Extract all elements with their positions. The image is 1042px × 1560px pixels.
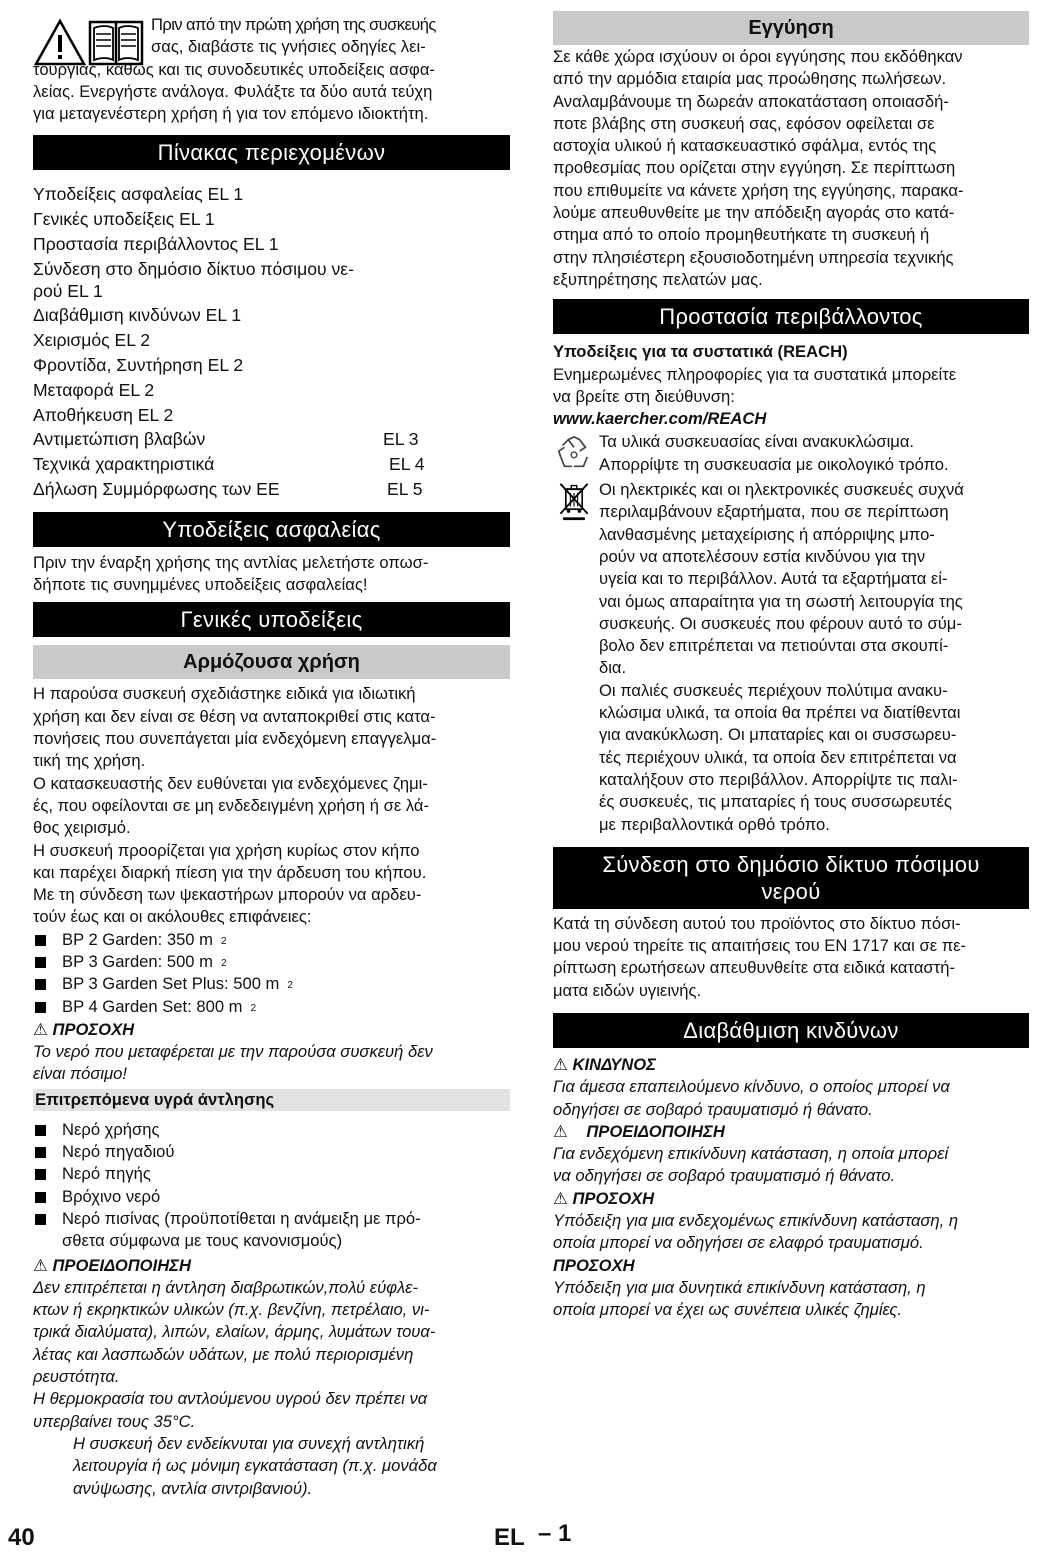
footer-section-page: – 1 [538, 1520, 572, 1547]
list-item: BP 3 Garden Set Plus: 500 m $^2$ [33, 973, 510, 995]
toc-item[interactable]: Χειρισμός EL 2 [33, 330, 151, 351]
toc-item[interactable]: Αντιμετώπιση βλαβών EL 3 [33, 427, 510, 452]
notice-label: ΠΡΟΣΟΧΗ [553, 1255, 635, 1275]
recycling-note: Τα υλικά συσκευασίας είναι ανακυκλώσιμα. Απορρίψτε τη συσκευασία με οικολογικό τρόπο. [553, 431, 1029, 476]
toc-item[interactable]: Τεχνικά χαρακτηριστικά EL 4 [33, 452, 510, 477]
warning-triangle-icon: ⚠ [553, 1054, 568, 1074]
left-column: Πριν από την πρώτη χρήση της συσκευής σας, διαβάστε τις γνήσιες οδηγίες λει- τουργίας, καθώς και τις συνοδευτικές υποδείξεις ασφα- λείας. Ενεργήστε ανάλογα. Φυλάξτε τα δύο αυτά τεύχη για μεταγενέστερη χρήση ή για τον επόμενο ιδιοκτήτη. Πίνακας περιεχομένων Υποδείξεις ασφαλείας EL 1 Γενικές υποδείξεις EL 1 Προστασία περιβάλλοντος EL 1 Σύνδεση στο δημόσιο δίκτυο πόσιμου νε- ρού EL 1 Διαβάθμιση κινδύνων EL 1 Χειρισμός EL 2 Φροντίδα, Συντήρηση EL 2 Μεταφορά EL 2 Αποθήκευση EL 2 Αντιμετώπιση βλαβών EL 3 Τεχνικά χαρακτηριστικά EL 4 Δήλωση Συμμόρφωσης των ΕΕ EL 5 Υποδείξεις ασφαλείας Πριν την έναρξη χρήσης της αντλίας μελετήστε οπωσ- δήποτε τις συνημμένες υποδείξεις ασφαλείας! Γενικές υποδείξεις Αρμόζουσα χρήση Η παρούσα συσκευή σχεδιάστηκε ειδικά για ιδιωτική χρήση και δεν είναι σε θέση να ανταποκριθεί στις κατα- πονήσεις που συνεπάγεται μία ενδεχόμενη επαγγελμα- τική της χρήση. Ο κατασκευαστής δεν ευθύνεται για ενδεχόμενες ζημι- ές, που οφείλονται σε μη ενδεδειγμένη χρήση ή σε λά- θος χειρισμό. Η συσκευή προορίζεται για χρήση κυρίως στον κήπο και παρέχει διαρκή πίεση για την άρδευση του κήπου. Με τη σύνδεση των ψεκαστήρων μπορούν να αρδευ- τούν έως και οι ακόλουθες επιφάνειες: BP 2 Garden: 350 m $^2$ BP 3 Garden: 500 m $^2$ BP 3 Garden Set Plus: 500 m $^2$ BP 4 Garden Set: 800 m $^2$ ⚠ ΠΡΟΣΟΧΗ Το νερό που μεταφέρεται με την παρούσα συσκευή δεν είναι πόσιμο! Επιτρεπόμενα υγρά άντλησης Νερό χρήσης Νερό πηγαδιού Νερό πηγής Βρόχινο νερό Νερό πισίνας (προϋποτίθεται η ανάμειξη με πρό- σθετα σύμφωνα με τους κανονισμούς) ⚠ ΠΡΟΕΙΔΟΠΟΙΗΣΗ Δεν επιτρέπεται η άντληση διαβρωτικών,πολύ εύφλε- κτων ή εκρηκτικών υλικών (π.χ. βενζίνη, πετρέλαιο, νι- τρικά διαλύματα), λιπών, ελαίων, άρμης, λυμάτων τουα- λέτας και λασπωδών υδάτων, με πολύ περιορισμένη ρευστότητα. Η θερμοκρασία του αντλούμενου υγρού δεν πρέπει να υπερβαίνει τους 35°C. Η συσκευή δεν ενδείκνυται για συνεχή αντλητική λειτουργία ή ως μόνιμη εγκατάσταση (π.χ. μονάδα ανύψωσης, αντλία σιντριβανιού). [33, 14, 510, 1500]
reach-link[interactable]: www.kaercher.com/REACH [553, 409, 767, 429]
drinking-water-text: Κατά τη σύνδεση αυτού του προϊόντος στο δίκτυο πόσι- μου νερού τηρείτε τις απαιτήσεις του EN 1717 και σε πε- ρίπτωση ερωτήσεων απευθυνθείτε στα ειδικά καταστή- ματα ειδών υγιεινής. [553, 913, 967, 1000]
toc-item[interactable]: Αποθήκευση EL 2 [33, 404, 174, 425]
toc-item[interactable]: Γενικές υποδείξεις EL 1 [33, 209, 215, 230]
warning-triangle-icon [36, 21, 84, 64]
intro-line: τουργίας, καθώς και τις συνοδευτικές υποδείξεις ασφα- [33, 59, 435, 79]
toc-item[interactable]: Μεταφορά EL 2 [33, 379, 155, 400]
list-item: BP 2 Garden: 350 m $^2$ [33, 929, 510, 951]
bullet-square-icon [35, 957, 46, 968]
page-number: 40 [8, 1524, 35, 1551]
fluids-list [33, 1119, 510, 1253]
warranty-text: Σε κάθε χώρα ισχύουν οι όροι εγγύησης που εκδόθηκαν από την αρμόδια εταιρία μας προώθησης πωλήσεων. Αναλαμβάνουμε τη δωρεάν αποκατάσταση οποιασδή- ποτε βλάβης στη συσκευή σας, εφόσον οφείλεται σε αστοχία υλικού ή κατασκευαστικό σφάλμα, εντός της προθεσμίας που ορίζεται στην εγγύηση. Σε περίπτωση που επιθυμείτε να κάνετε χρήση της εγγύησης, παρακα- λούμε απευθυνθείτε με την απόδειξη αγοράς στο κατά- στημα από το οποίο προμηθευτήκατε τη συσκευή ή στην πλησιέστερη εξουσιοδοτημένη υπηρεσία τεχνικής εξυπηρέτησης πελατών μας. [553, 47, 964, 289]
area-list [33, 929, 510, 1018]
intro-notice [33, 14, 510, 125]
bullet-square-icon [35, 1125, 46, 1136]
recycling-icon [555, 433, 593, 473]
crossed-bin-icon [555, 481, 593, 521]
warranty-heading: Εγγύηση [553, 11, 1029, 45]
danger-label: ⚠ ΚΙΝΔΥΝΟΣ [553, 1054, 656, 1074]
list-item: BP 4 Garden Set: 800 m $^2$ [33, 996, 510, 1018]
list-item: BP 3 Garden: 500 m $^2$ [33, 951, 510, 973]
list-item: Νερό πισίνας (προϋποτίθεται η ανάμειξη με πρό- σθετα σύμφωνα με τους κανονισμούς) [33, 1208, 510, 1253]
right-column: Εγγύηση Σε κάθε χώρα ισχύουν οι όροι εγγύησης που εκδόθηκαν από την αρμόδια εταιρία μας προώθησης πωλήσεων. Αναλαμβάνουμε τη δωρεάν αποκατάσταση οποιασδή- ποτε βλάβης στη συσκευή σας, εφόσον οφείλεται σε αστοχία υλικού ή κατασκευαστικό σφάλμα, εντός της προθεσμίας που ορίζεται στην εγγύηση. Σε περίπτωση που επιθυμείτε να κάνετε χρήση της εγγύησης, παρακα- λούμε απευθυνθείτε με την απόδειξη αγοράς στο κατά- στημα από το οποίο προμηθευτήκατε τη συσκευή ή στην πλησιέστερη εξουσιοδοτημένη υπηρεσία τεχνικής εξυπηρέτησης πελατών μας. Προστασία περιβάλλοντος Υποδείξεις για τα συστατικά (REACH) Ενημερωμένες πληροφορίες για τα συστατικά μπορείτε να βρείτε στη διεύθυνση: www.kaercher.com/REACH Τα υλικά συσκευασίας είναι ανακυκλώσιμα. Απορρίψτε τη συσκευασία με οικολογικό τρόπο. Οι ηλεκτρικές και οι ηλεκτρονικές συσκευές συχνά περιλαμβάνουν εξαρτήματα, που σε περίπτωση λανθασμένης μεταχείρισης ή απόρριψης μπο- ρούν να αποτελέσουν εστία κινδύνου για την υγεία και το περιβάλλον. Αυτά τα εξαρτήματα εί- ναι όμως απαραίτητα για τη σωστή λειτουργία της συσκευής. Οι συσκευές που φέρουν αυτό το σύμ- βολο δεν επιτρέπεται να πετιούνται στα σκουπί- δια. Οι παλιές συσκευές περιέχουν πολύτιμα ανακυ- κλώσιμα υλικά, τα οποία θα πρέπει να διατίθενται για ανακύκλωση. Οι μπαταρίες και οι συσσωρευ- τές περιέχουν υλικά, τα οποία δεν επιτρέπεται να καταλήξουν στο περιβάλλον. Απορρίψτε τις παλι- ές συσκευές, τις μπαταρίες ή τους συσσωρευτές με περιβαλλοντικά ορθό τρόπο. Σύνδεση στο δημόσιο δίκτυο πόσιμου νερού Κατά τη σύνδεση αυτού του προϊόντος στο δίκτυο πόσι- μου νερού τηρείτε τις απαιτήσεις του EN 1717 και σε πε- ρίπτωση ερωτήσεων απευθυνθείτε στα ειδικά καταστή- ματα ειδών υγιεινής. Διαβάθμιση κινδύνων ⚠ ΚΙΝΔΥΝΟΣ Για άμεσα επαπειλούμενο κίνδυνο, ο οποίος μπορεί να οδηγήσει σε σοβαρό τραυματισμό ή θάνατο. ⚠ ΠΡΟΕΙΔΟΠΟΙΗΣΗ Για ενδεχόμενη επικίνδυνη κατάσταση, η οποία μπορεί να οδηγήσει σε σοβαρό τραυματισμό ή θάνατο. ⚠ ΠΡΟΣΟΧΗ Υπόδειξη για μια ενδεχομένως επικίνδυνη κατάσταση, η οποία μπορεί να οδηγήσει σε ελαφρό τραυματισμό. ΠΡΟΣΟΧΗ Υπόδειξη για μια δυνητικά επικίνδυνη κατάσταση, η οποία μπορεί να έχει ως συνέπεια υλικές ζημίες. [553, 14, 1029, 1322]
intro-line: λείας. Ενεργήστε ανάλογα. Φυλάξτε τα δύο αυτά τεύχη [33, 81, 433, 101]
toc-page: EL 5 [387, 479, 423, 500]
warning-triangle-icon: ⚠ [553, 1121, 568, 1141]
general-heading: Γενικές υποδείξεις [33, 602, 510, 637]
toc-item[interactable]: Φροντίδα, Συντήρηση EL 2 [33, 355, 244, 376]
list-item: Νερό πηγής [33, 1163, 510, 1185]
drinking-water-heading: Σύνδεση στο δημόσιο δίκτυο πόσιμου νερού [553, 847, 1029, 909]
caution-label: ⚠ ΠΡΟΣΟΧΗ [553, 1188, 655, 1208]
hazards-heading: Διαβάθμιση κινδύνων [553, 1013, 1029, 1048]
warning-triangle-icon: ⚠ [33, 1255, 53, 1275]
toc-page: EL 4 [389, 454, 425, 475]
safety-text: Πριν την έναρξη χρήσης της αντλίας μελετήστε οπωσ- δήποτε τις συνημμένες υποδείξεις ασφαλείας! [33, 552, 429, 595]
bullet-square-icon [35, 935, 46, 946]
bullet-square-icon [35, 1002, 46, 1013]
intro-line: Πριν από την πρώτη χρήση της συσκευής [151, 15, 436, 34]
continuous-use-text: Η συσκευή δεν ενδείκνυται για συνεχή αντλητική λειτουργία ή ως μόνιμη εγκατάσταση (π.χ. μονάδα ανύψωσης, αντλία σιντριβανιού). [73, 1433, 437, 1498]
toc-page: EL 3 [383, 429, 419, 450]
bullet-square-icon [35, 979, 46, 990]
list-item: Βρόχινο νερό [33, 1186, 510, 1208]
toc-item[interactable]: Σύνδεση στο δημόσιο δίκτυο πόσιμου νε- [33, 258, 354, 279]
caution-label: ⚠ ΠΡΟΣΟΧΗ [33, 1019, 135, 1039]
list-item: Νερό χρήσης [33, 1119, 510, 1141]
hazards-list: ⚠ ΚΙΝΔΥΝΟΣ Για άμεσα επαπειλούμενο κίνδυνο, ο οποίος μπορεί να οδηγήσει σε σοβαρό τραυματισμό ή θάνατο. ⚠ ΠΡΟΕΙΔΟΠΟΙΗΣΗ Για ενδεχόμενη επικίνδυνη κατάσταση, η οποία μπορεί να οδηγήσει σε σοβαρό τραυματισμό ή θάνατο. ⚠ ΠΡΟΣΟΧΗ Υπόδειξη για μια ενδεχομένως επικίνδυνη κατάσταση, η οποία μπορεί να οδηγήσει σε ελαφρό τραυματισμό. ΠΡΟΣΟΧΗ Υπόδειξη για μια δυνητικά επικίνδυνη κατάσταση, η οποία μπορεί να έχει ως συνέπεια υλικές ζημίες. [553, 1054, 1029, 1322]
toc-item[interactable]: Προστασία περιβάλλοντος EL 1 [33, 234, 279, 255]
weee-note: Οι ηλεκτρικές και οι ηλεκτρονικές συσκευές συχνά περιλαμβάνουν εξαρτήματα, που σε περίπτωση λανθασμένης μεταχείρισης ή απόρριψης μπο- ρούν να αποτελέσουν εστία κινδύνου για την υγεία και το περιβάλλον. Αυτά τα εξαρτήματα εί- ναι όμως απαραίτητα για τη σωστή λειτουργία της συσκευής. Οι συσκευές που φέρουν αυτό το σύμ- βολο δεν επιτρέπεται να πετιούνται στα σκουπί- δια. Οι παλιές συσκευές περιέχουν πολύτιμα ανακυ- κλώσιμα υλικά, τα οποία θα πρέπει να διατίθενται για ανακύκλωση. Οι μπαταρίες και οι συσσωρευ- τές περιέχουν υλικά, τα οποία δεν επιτρέπεται να καταλήξουν στο περιβάλλον. Απορρίψτε τις παλι- ές συσκευές, τις μπαταρίες ή τους συσσωρευτές με περιβαλλοντικά ορθό τρόπο. [553, 479, 1029, 836]
warning-triangle-icon: ⚠ [33, 1019, 53, 1039]
toc-item[interactable]: Υποδείξεις ασφαλείας EL 1 [33, 184, 244, 205]
toc-item[interactable]: Διαβάθμιση κινδύνων EL 1 [33, 305, 242, 326]
footer-lang: EL [494, 1524, 525, 1551]
warning-label: ⚠ ΠΡΟΕΙΔΟΠΟΙΗΣΗ [33, 1255, 191, 1275]
proper-use-text: Η παρούσα συσκευή σχεδιάστηκε ειδικά για ιδιωτική χρήση και δεν είναι σε θέση να ανταποκριθεί στις κατα- πονήσεις που συνεπάγεται μία ενδεχόμενη επαγγελμα- τική της χρήση. Ο κατασκευαστής δεν ευθύνεται για ενδεχόμενες ζημι- ές, που οφείλονται σε μη ενδεδειγμένη χρήση ή σε λά- θος χειρισμό. Η συσκευή προορίζεται για χρήση κυρίως στον κήπο και παρέχει διαρκή πίεση για την άρδευση του κήπου. Με τη σύνδεση των ψεκαστήρων μπορούν να αρδευ- τούν έως και οι ακόλουθες επιφάνειες: [33, 684, 437, 927]
reach-heading: Υποδείξεις για τα συστατικά (REACH) [553, 342, 848, 362]
fluids-heading: Επιτρεπόμενα υγρά άντλησης [33, 1089, 510, 1111]
warning-manual-icons [33, 18, 147, 68]
toc-heading: Πίνακας περιεχομένων [33, 135, 510, 170]
bullet-square-icon [35, 1169, 46, 1180]
safety-heading: Υποδείξεις ασφαλείας [33, 512, 510, 547]
intro-line: σας, διαβάστε τις γνήσιες οδηγίες λει- [151, 37, 426, 57]
list-item: Νερό πηγαδιού [33, 1141, 510, 1163]
proper-use-heading: Αρμόζουσα χρήση [33, 645, 510, 679]
toc-item[interactable]: ρού EL 1 [33, 280, 103, 301]
environment-heading: Προστασία περιβάλλοντος [553, 299, 1029, 334]
bullet-square-icon [35, 1147, 46, 1158]
intro-line: για μεταγενέστερη χρήση ή για τον επόμενο ιδιοκτήτη. [33, 104, 429, 124]
warning-label: ⚠ ΠΡΟΕΙΔΟΠΟΙΗΣΗ [553, 1121, 725, 1141]
manual-book-icon [90, 22, 142, 64]
warning-triangle-icon: ⚠ [553, 1188, 568, 1208]
warning-text: Δεν επιτρέπεται η άντληση διαβρωτικών,πολύ εύφλε- κτων ή εκρηκτικών υλικών (π.χ. βενζίνη, πετρέλαιο, νι- τρικά διαλύματα), λιπών, ελαίων, άρμης, λυμάτων τουα- λέτας και λασπωδών υδάτων, με πολύ περιορισμένη ρευστότητα. Η θερμοκρασία του αντλούμενου υγρού δεν πρέπει να υπερβαίνει τους 35°C. [33, 1277, 436, 1431]
bullet-square-icon [35, 1214, 46, 1225]
toc-item[interactable]: Δήλωση Συμμόρφωσης των ΕΕ EL 5 [33, 477, 510, 502]
bullet-square-icon [35, 1192, 46, 1203]
toc-list [33, 182, 510, 501]
